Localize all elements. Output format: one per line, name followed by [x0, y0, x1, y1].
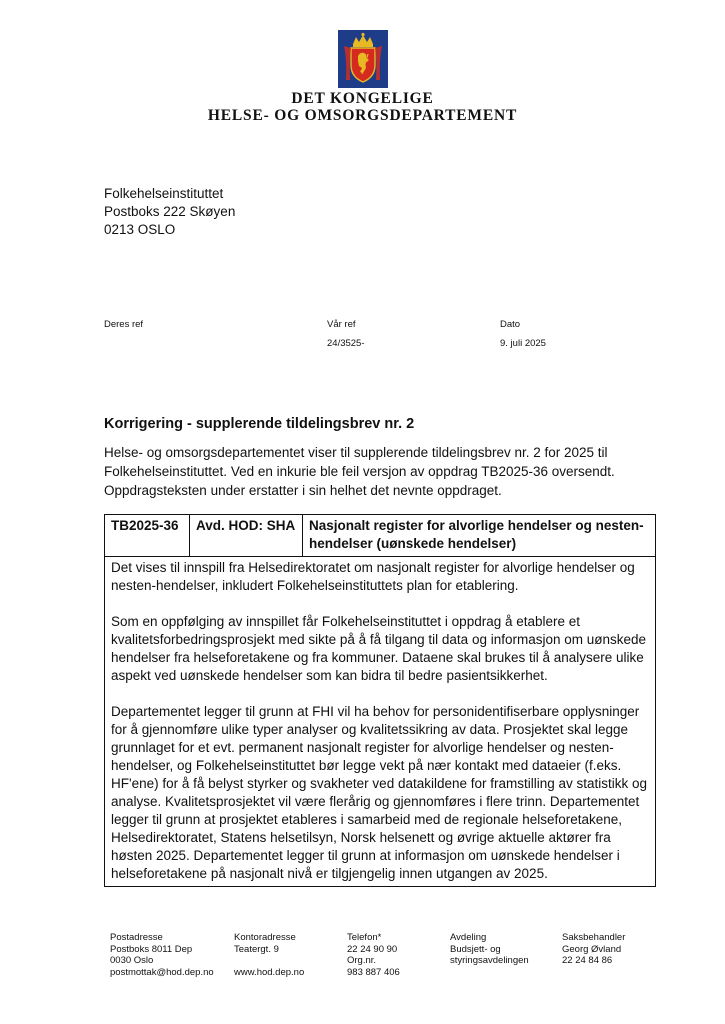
footer-department [450, 932, 529, 978]
var-ref-label: Vår ref [327, 319, 356, 330]
footer-text: 0030 Oslo [110, 955, 154, 966]
footer-text: Postboks 8011 Dep [110, 943, 193, 955]
footer-text [562, 967, 625, 979]
text-line: Departementet legger til grunn at FHI vil ha behov for personidentifiserbare opplysninger [111, 704, 640, 719]
text-line: høsten 2025. Departementet legger til grunn at informasjon om uønskede hendelser i [111, 848, 620, 863]
letter-title: Korrigering - supplerende tildelingsbrev nr. 2 [104, 416, 415, 432]
text-line: Det vises til innspill fra Helsedirektoratet om nasjonalt register for alvorlige hendelser og [111, 560, 635, 575]
footer-office-address [234, 932, 304, 978]
letterhead [0, 30, 725, 124]
intro-paragraph [104, 443, 664, 500]
footer-label: Telefon* [347, 932, 382, 943]
footer-text: 22 24 90 90 [347, 943, 398, 955]
text-line: analyse. Kvalitetsprosjektet vil være flerårig og gjennomføres i flere trinn. Departementet [111, 794, 640, 809]
footer-phone [347, 932, 400, 978]
dato-label: Dato [500, 319, 521, 330]
assignment-body [105, 557, 656, 887]
footer-case-officer [562, 932, 625, 978]
department-name-line1: DET KONGELIGE [291, 90, 434, 107]
assignment-table [104, 514, 656, 887]
assignment-header-row [105, 515, 656, 557]
body-paragraph-3 [111, 703, 649, 883]
text-line: hendelser fra helseforetakene og fra kommuner. Dataene skal brukes til å analysere ulike [111, 650, 644, 665]
text-line: hendelser, og Folkehelseinstituttet bør legge vekt på nær kontakt med dataeier (f.eks. [111, 758, 622, 773]
text-line: grunnlaget for et evt. permanent nasjonalt register for alvorlige hendelser og nesten- [111, 740, 614, 755]
text-line: HF'ene) for å få belyst styrker og svakheter ved datakildene for framstilling av statistikk og [111, 776, 648, 791]
text-line: legger til grunn at prosjektet etableres i samarbeid med de regionale helseforetakene, [111, 812, 623, 827]
intro-line: Folkehelseinstituttet. Ved en inkurie ble feil versjon av oppdrag TB2025-36 oversendt. [104, 464, 615, 479]
footer-text: Budsjett- og [450, 943, 501, 955]
text-line: helseforetakene på nasjonalt nivå er tilgjengelig innen utgangen av 2025. [111, 866, 548, 881]
footer-text: Teatergt. 9 [234, 943, 279, 955]
assignment-code: TB2025-36 [105, 515, 190, 557]
deres-ref-label: Deres ref [104, 319, 144, 330]
footer-website-link[interactable]: www.hod.dep.no [234, 966, 305, 978]
heading-line: Nasjonalt register for alvorlige hendelser og nesten- [309, 518, 644, 533]
department-name-line2: HELSE- OG OMSORGSDEPARTEMENT [207, 107, 518, 124]
footer-label: Postadresse [110, 932, 163, 943]
assignment-department: Avd. HOD: SHA [190, 515, 303, 557]
footer-label: Saksbehandler [562, 932, 626, 943]
text-line: Som en oppfølging av innspillet får Folkehelseinstituttet i oppdrag å etablere et [111, 614, 581, 629]
text-line: aspekt ved uønskede hendelser som kan bidra til bedre pasientsikkerhet. [111, 668, 548, 683]
var-ref-value: 24/3525- [327, 338, 365, 349]
footer-text: 22 24 84 86 [562, 955, 613, 966]
footer-text [234, 955, 304, 967]
recipient-street: Postboks 222 Skøyen [104, 204, 236, 219]
body-paragraph-2 [111, 613, 649, 685]
recipient-name: Folkehelseinstituttet [104, 186, 224, 201]
assignment-heading [303, 515, 656, 557]
text-line: Helsedirektoratet, Statens helsetilsyn, Norsk helsenett og øvrige aktuelle aktører fra [111, 830, 611, 845]
footer-text: styringsavdelingen [450, 955, 529, 966]
intro-line: Helse- og omsorgsdepartementet viser til supplerende tildelingsbrev nr. 2 for 2025 til [104, 445, 608, 460]
footer-text: Georg Øvland [562, 943, 622, 955]
dato-value: 9. juli 2025 [500, 338, 546, 349]
footer-postal-address [110, 932, 214, 978]
footer-text [450, 967, 529, 979]
footer-label: Avdeling [450, 932, 487, 943]
text-line: kvalitetsforbedringsprosjekt med sikte på å få tilgang til data og informasjon om uønskede [111, 632, 647, 647]
footer-text: 983 887 406 [347, 966, 400, 978]
royal-crest-icon [338, 30, 388, 88]
footer-label: Kontoradresse [234, 932, 296, 943]
recipient-address [104, 185, 235, 239]
assignment-body-row [105, 557, 656, 887]
footer-label: Org.nr. [347, 955, 377, 966]
body-paragraph-1 [111, 559, 649, 595]
recipient-city: 0213 OSLO [104, 222, 176, 237]
footer-email-link[interactable]: postmottak@hod.dep.no [110, 966, 214, 978]
heading-line: hendelser (uønskede hendelser) [309, 536, 517, 551]
intro-line: Oppdragsteksten under erstatter i sin helhet det nevnte oppdraget. [104, 483, 502, 498]
text-line: nesten-hendelser, inkludert Folkehelseinstituttets plan for etablering. [111, 578, 519, 593]
text-line: for å gjennomføre ulike typer analyser og kvalitetssikring av data. Prosjektet skal legge [111, 722, 629, 737]
